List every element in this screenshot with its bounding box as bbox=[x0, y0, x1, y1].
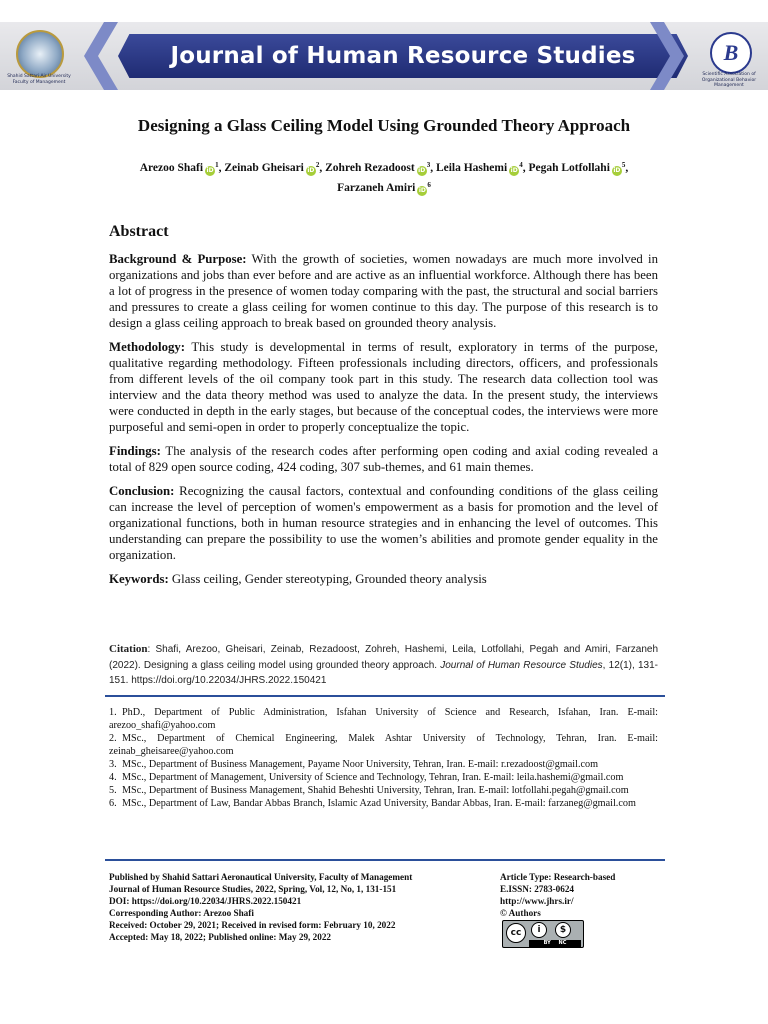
article-type: Article Type: Research-based bbox=[500, 872, 616, 882]
journal-url[interactable]: http://www.jhrs.ir/ bbox=[500, 896, 574, 906]
orcid-icon[interactable]: iD bbox=[418, 167, 426, 174]
cc-icon: cc bbox=[506, 923, 526, 943]
left-chevron-decoration bbox=[84, 22, 118, 90]
journal-banner bbox=[0, 22, 768, 90]
author[interactable]: Pegah Lotfollahi $iD^5$, bbox=[528, 161, 629, 174]
association-logo: B bbox=[710, 32, 752, 74]
corresponding-author-line: Corresponding Author: Arezoo Shafi bbox=[109, 908, 254, 918]
orcid-icon[interactable]: iD bbox=[307, 167, 315, 174]
paper-title: Designing a Glass Ceiling Model Using Grounded Theory Approach bbox=[137, 116, 631, 135]
author-list bbox=[100, 157, 668, 197]
university-logo-caption: Shahid Sattari Air University Faculty of Management bbox=[7, 74, 71, 85]
accepted-line: Accepted: May 18, 2022; Published online: May 29, 2022 bbox=[109, 932, 332, 942]
affiliation-item: 6. MSc., Department of Law, Bandar Abbas Branch, Islamic Azad University, Bandar Abbas, Iran. E-mail: farzaneg@gmail.com bbox=[109, 798, 636, 809]
journal-title: Journal of Human Resource Studies bbox=[170, 43, 636, 69]
nc-icon: $ bbox=[555, 922, 571, 938]
received-line: Received: October 29, 2021; Received in revised form: February 10, 2022 bbox=[109, 920, 396, 930]
doi-line[interactable]: DOI: https://doi.org/10.22034/JHRS.2022.150421 bbox=[109, 896, 302, 906]
conclusion-paragraph: Conclusion: Recognizing the causal factors, contextual and confounding conditions of the glass ceiling can increase the level of perception of women's empowerment as a basis for promotion and the level of organizational functions, both in human resource strategies and in enhancing the level of outcomes. This understanding can prepare the possibility to use the women’s abilities and promote gender equality in the organization. bbox=[109, 484, 658, 562]
license-label: BY NC bbox=[529, 940, 581, 947]
author[interactable]: Farzaneh Amiri $iD^6$ bbox=[337, 181, 431, 194]
by-icon: i bbox=[531, 922, 547, 938]
publication-info bbox=[109, 871, 489, 943]
author[interactable]: Zohreh Rezadoost $iD^3$, bbox=[325, 161, 436, 174]
affiliation-item: 1. PhD., Department of Public Administration, Isfahan University of Science and Research, Isfahan, Iran. E-mail: arezoo_shafi@yahoo.com bbox=[109, 707, 658, 731]
right-chevron-decoration bbox=[650, 22, 684, 90]
affiliation-item: 4. MSc., Department of Management, University of Science and Technology, Tehran, Iran. E-mail: leila.hashemi@gmail.com bbox=[109, 772, 624, 783]
affiliation-item: 2. MSc., Department of Chemical Engineering, Malek Ashtar University of Technology, Tehran, Iran. E-mail: zeinab_gheisaree@yahoo.com bbox=[109, 733, 658, 757]
methodology-paragraph: Methodology: This study is developmental in terms of result, exploratory in terms of the purpose, qualitative regarding methodology. Fifteen professionals including directors, officers, and professionals from different levels of the oil company took part in this study. The research data collection tool was interview and the data theory method was used to analyze the data. In the present study, the interviews were conducted in depth in the early stages, but because of the conceptual codes, the interviews were more purposeful and semi-open in order to properly conceptualize the topic. bbox=[109, 340, 658, 434]
orcid-icon[interactable]: iD bbox=[418, 187, 426, 194]
author[interactable]: Arezoo Shafi $iD^1$, bbox=[139, 161, 225, 174]
abstract-body bbox=[109, 251, 658, 595]
association-logo-caption: Scientific Association of Organizational Behavior Management bbox=[701, 72, 757, 88]
findings-paragraph: Findings: The analysis of the research codes after performing open coding and axial coding revealed a total of 829 open source coding, 424 coding, 307 sub-themes, and 61 main themes. bbox=[109, 444, 658, 474]
university-logo bbox=[16, 30, 64, 78]
keywords-paragraph: Keywords: Glass ceiling, Gender stereotyping, Grounded theory analysis bbox=[109, 572, 487, 586]
copyright: © Authors bbox=[500, 908, 541, 918]
citation: Citation: Shafi, Arezoo, Gheisari, Zeinab, Rezadoost, Zohreh, Hashemi, Leila, Lotfollahi, Pegah and Amiri, Farzaneh (2022). Designing a glass ceiling model using grounded theory approach. Journal of Human Resource Studies, 12(1), 131-151. https://doi.org/10.22034/JHRS.2022.150421 bbox=[109, 643, 658, 686]
article-meta bbox=[500, 871, 670, 919]
abstract-heading: Abstract bbox=[109, 223, 169, 240]
divider-bottom bbox=[105, 859, 665, 861]
creative-commons-badge[interactable] bbox=[502, 920, 584, 948]
author[interactable]: Zeinab Gheisari $iD^2$, bbox=[224, 161, 326, 174]
eissn: E.ISSN: 2783-0624 bbox=[500, 884, 575, 894]
background-paragraph: Background & Purpose: With the growth of societies, women nowadays are much more involved in organizations and jobs than ever before and are active as an influential workforce. Although there has been a lot of progress in the presence of women today comparing with the past, the structural and social barriers and pressures to create a glass ceiling for women continue to this day. The purpose of this research is to design a glass ceiling approach to break based on grounded theory analysis. bbox=[109, 252, 659, 330]
affiliation-item: 5. MSc., Department of Business Management, Shahid Beheshti University, Tehran, Iran. E-mail: lotfollahi.pegah@gmail.com bbox=[109, 785, 629, 796]
orcid-icon[interactable]: iD bbox=[613, 167, 621, 174]
orcid-icon[interactable]: iD bbox=[206, 167, 214, 174]
affiliation-item: 3. MSc., Department of Business Management, Payame Noor University, Tehran, Iran. E-mail: r.rezadoost@gmail.com bbox=[109, 759, 599, 770]
publisher-line: Published by Shahid Sattari Aeronautical University, Faculty of Management bbox=[109, 872, 413, 882]
author[interactable]: Leila Hashemi $iD^4$, bbox=[435, 161, 529, 174]
orcid-icon[interactable]: iD bbox=[510, 167, 518, 174]
divider-top bbox=[105, 695, 665, 697]
journal-issue-line: Journal of Human Resource Studies, 2022, Spring, Vol, 12, No, 1, 131-151 bbox=[109, 884, 397, 894]
affiliation-list bbox=[109, 706, 658, 810]
